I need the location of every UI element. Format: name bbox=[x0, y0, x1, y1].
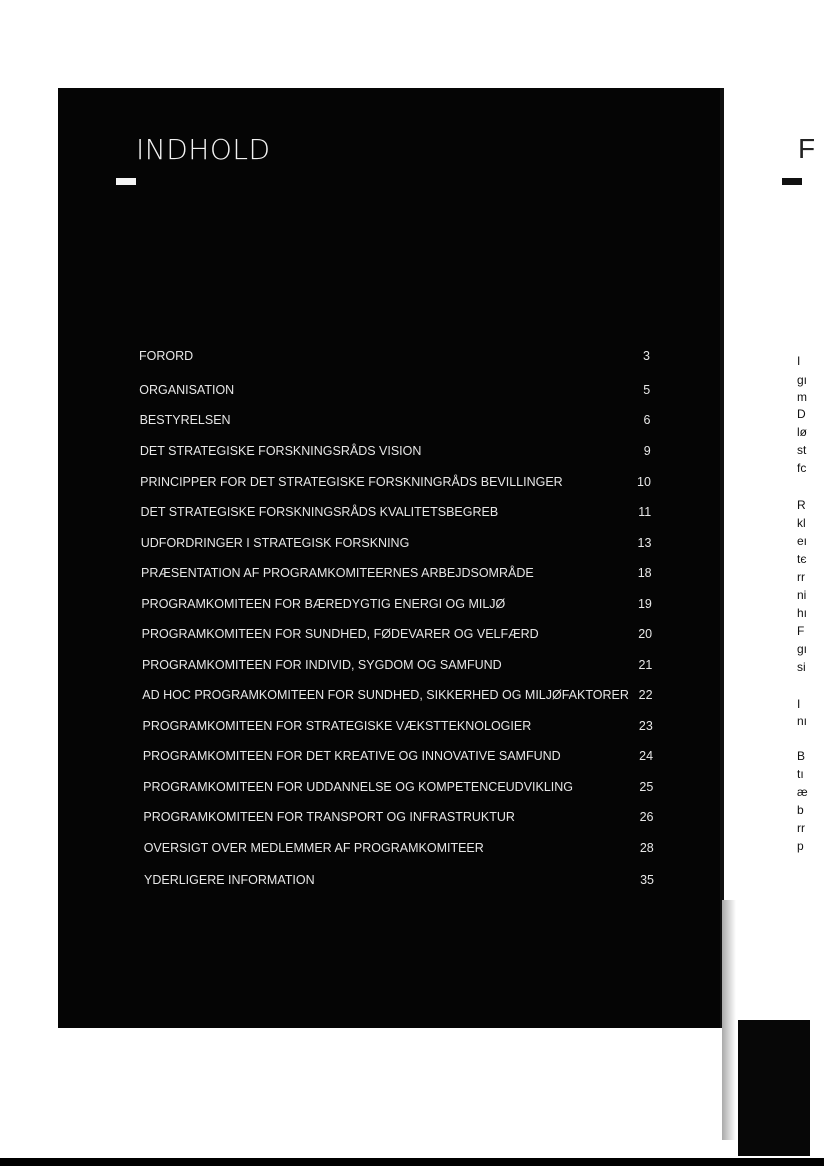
right-page-panel bbox=[722, 88, 824, 1026]
scan-shadow-strip bbox=[736, 4, 810, 80]
clipped-text-fragment: B bbox=[797, 749, 806, 763]
clipped-text-fragment: p bbox=[797, 839, 804, 853]
clipped-text-fragment: tı bbox=[797, 767, 804, 781]
toc-entry[interactable] bbox=[0, 807, 720, 827]
toc-entry-label: OVERSIGT OVER MEDLEMMER AF PROGRAMKOMITEER bbox=[143, 841, 484, 855]
clipped-text-fragment: nı bbox=[797, 714, 808, 728]
clipped-text-fragment: st bbox=[797, 443, 807, 457]
toc-entry[interactable] bbox=[0, 410, 720, 430]
page-spine-divider bbox=[720, 88, 724, 1028]
toc-entry-label: PROGRAMKOMITEEN FOR BÆREDYGTIG ENERGI OG MILJØ bbox=[141, 597, 506, 611]
toc-entry-label: YDERLIGERE INFORMATION bbox=[144, 873, 315, 887]
toc-entry[interactable] bbox=[0, 594, 720, 614]
clipped-text-fragment: lø bbox=[797, 425, 807, 439]
clipped-text-fragment: gı bbox=[797, 373, 808, 387]
toc-entry-page-number: 18 bbox=[637, 566, 652, 580]
clipped-text-fragment: fc bbox=[797, 461, 807, 475]
clipped-text-fragment: m bbox=[797, 390, 807, 404]
right-page-title-fragment: F bbox=[798, 133, 816, 164]
clipped-text-fragment: eı bbox=[797, 534, 808, 548]
toc-entry-page-number: 28 bbox=[639, 841, 654, 855]
toc-entry-page-number: 13 bbox=[637, 536, 652, 550]
toc-entry-page-number: 22 bbox=[638, 688, 653, 702]
toc-entry-page-number: 23 bbox=[638, 719, 653, 733]
toc-entry[interactable] bbox=[0, 838, 720, 858]
toc-entry-page-number: 10 bbox=[637, 475, 651, 489]
scan-edge-noise bbox=[722, 900, 736, 1140]
toc-entry-page-number: 3 bbox=[643, 349, 650, 363]
toc-entry[interactable] bbox=[0, 777, 720, 797]
clipped-text-fragment: rr bbox=[797, 821, 805, 835]
toc-entry-label: ORGANISATION bbox=[139, 383, 235, 397]
toc-entry[interactable] bbox=[0, 870, 720, 890]
toc-entry-label: PROGRAMKOMITEEN FOR STRATEGISKE VÆKSTTEKNOLOGIER bbox=[142, 719, 532, 733]
toc-entry-page-number: 9 bbox=[643, 444, 651, 458]
toc-entry[interactable] bbox=[0, 502, 720, 522]
title-accent-bar bbox=[116, 178, 136, 185]
toc-entry-label: FORORD bbox=[139, 349, 194, 363]
right-page-accent-bar bbox=[782, 178, 802, 185]
toc-entry[interactable] bbox=[0, 716, 720, 736]
clipped-text-fragment: si bbox=[797, 660, 806, 674]
toc-entry[interactable] bbox=[0, 441, 720, 461]
toc-entry-label: PROGRAMKOMITEEN FOR UDDANNELSE OG KOMPETENCEUDVIKLING bbox=[143, 780, 574, 794]
clipped-text-fragment: tє bbox=[797, 552, 807, 566]
toc-entry-label: UDFORDRINGER I STRATEGISK FORSKNING bbox=[140, 536, 410, 550]
page-title: INDHOLD bbox=[136, 133, 271, 166]
toc-entry-label: PROGRAMKOMITEEN FOR SUNDHED, FØDEVARER OG VELFÆRD bbox=[141, 627, 539, 641]
toc-entry-label: BESTYRELSEN bbox=[139, 413, 231, 427]
toc-entry-page-number: 11 bbox=[638, 505, 652, 519]
toc-entry-page-number: 35 bbox=[640, 873, 654, 887]
clipped-text-fragment: ni bbox=[797, 588, 807, 602]
toc-entry-page-number: 26 bbox=[639, 810, 654, 824]
toc-entry-label: PRINCIPPER FOR DET STRATEGISKE FORSKNINGRÅDS BEVILLINGER bbox=[140, 475, 563, 489]
toc-entry[interactable] bbox=[0, 655, 720, 675]
toc-entry-page-number: 25 bbox=[639, 780, 654, 794]
toc-entry-page-number: 6 bbox=[643, 413, 651, 427]
toc-entry-label: PROGRAMKOMITEEN FOR DET KREATIVE OG INNOVATIVE SAMFUND bbox=[142, 749, 561, 763]
clipped-text-fragment: F bbox=[797, 624, 805, 638]
toc-entry-label: DET STRATEGISKE FORSKNINGSRÅDS KVALITETSBEGREB bbox=[140, 505, 499, 519]
toc-entry[interactable] bbox=[0, 624, 720, 644]
toc-entry-label: AD HOC PROGRAMKOMITEEN FOR SUNDHED, SIKKERHED OG MILJØFAKTORER bbox=[142, 688, 629, 702]
clipped-text-fragment: I bbox=[797, 697, 801, 711]
clipped-text-fragment: D bbox=[797, 407, 806, 421]
toc-entry-label: DET STRATEGISKE FORSKNINGSRÅDS VISION bbox=[139, 444, 422, 458]
toc-entry[interactable] bbox=[0, 346, 720, 366]
toc-entry[interactable] bbox=[0, 746, 720, 766]
clipped-text-fragment: b bbox=[797, 803, 804, 817]
scan-bottom-bar bbox=[0, 1158, 824, 1166]
toc-entry-label: PROGRAMKOMITEEN FOR TRANSPORT OG INFRASTRUKTUR bbox=[143, 810, 515, 824]
toc-entry[interactable] bbox=[0, 563, 720, 583]
clipped-text-fragment: hı bbox=[797, 606, 808, 620]
toc-entry-page-number: 24 bbox=[639, 749, 654, 763]
toc-entry[interactable] bbox=[0, 472, 720, 492]
clipped-text-fragment: kl bbox=[797, 516, 806, 530]
clipped-text-fragment: R bbox=[797, 498, 806, 512]
toc-entry[interactable] bbox=[0, 533, 720, 553]
toc-entry-page-number: 21 bbox=[638, 658, 653, 672]
clipped-text-fragment: æ bbox=[797, 785, 808, 799]
toc-entry-label: PROGRAMKOMITEEN FOR INDIVID, SYGDOM OG SAMFUND bbox=[141, 658, 502, 672]
toc-entry-page-number: 19 bbox=[637, 597, 652, 611]
toc-entry-page-number: 5 bbox=[643, 383, 651, 397]
toc-entry-label: PRÆSENTATION AF PROGRAMKOMITEERNES ARBEJDSOMRÅDE bbox=[141, 566, 534, 580]
clipped-text-fragment: gı bbox=[797, 642, 808, 656]
toc-entry[interactable] bbox=[0, 685, 720, 705]
toc-entry[interactable] bbox=[0, 380, 720, 400]
scan-bottom-block bbox=[738, 1020, 810, 1156]
toc-entry-page-number: 20 bbox=[638, 627, 653, 641]
clipped-text-fragment: I bbox=[797, 354, 801, 368]
clipped-text-fragment: rr bbox=[797, 570, 805, 584]
